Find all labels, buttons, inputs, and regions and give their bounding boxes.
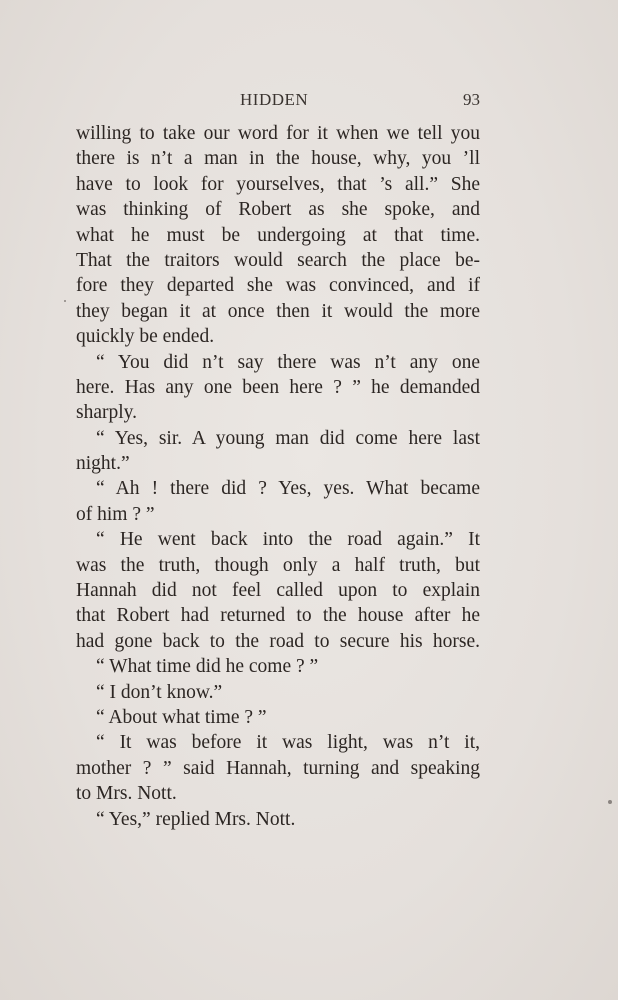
text-line: Hannah did not feel called upon to explain bbox=[76, 580, 480, 602]
text-line: “ I don’t know.” bbox=[96, 681, 223, 703]
text-line: sharply. bbox=[76, 402, 138, 424]
body-text bbox=[76, 121, 480, 832]
text-line: here. Has any one been here ? ” he demanded bbox=[76, 376, 480, 398]
paper-speck bbox=[64, 300, 66, 302]
text-line: quickly be ended. bbox=[76, 326, 215, 348]
text-line: was the truth, though only a half truth, but bbox=[76, 554, 480, 576]
running-title: HIDDEN bbox=[240, 90, 309, 109]
text-line: That the traitors would search the place be- bbox=[76, 249, 480, 271]
text-line: willing to take our word for it when we tell you bbox=[76, 123, 480, 144]
text-line: had gone back to the road to secure his horse. bbox=[76, 630, 480, 652]
text-line: what he must be undergoing at that time. bbox=[76, 224, 480, 246]
text-line: “ Yes, sir. A young man did come here last bbox=[96, 427, 480, 449]
text-line: to Mrs. Nott. bbox=[76, 783, 177, 805]
text-line: “ Yes,” replied Mrs. Nott. bbox=[96, 808, 296, 830]
text-line: “ Ah ! there did ? Yes, yes. What became bbox=[96, 478, 480, 500]
text-line: fore they departed she was convinced, and if bbox=[76, 275, 480, 297]
text-line: “ About what time ? ” bbox=[96, 706, 267, 728]
paper-speck bbox=[608, 800, 612, 804]
running-head bbox=[76, 90, 480, 112]
page-number: 93 bbox=[463, 90, 480, 109]
text-line: they began it at once then it would the more bbox=[76, 300, 480, 322]
text-line: “ You did n’t say there was n’t any one bbox=[96, 351, 480, 373]
text-line: that Robert had returned to the house after he bbox=[76, 605, 480, 627]
text-line: “ It was before it was light, was n’t it, bbox=[96, 732, 480, 754]
text-line: night.” bbox=[76, 453, 130, 475]
text-line: “ What time did he come ? ” bbox=[96, 656, 319, 678]
text-line: mother ? ” said Hannah, turning and speaking bbox=[76, 757, 480, 779]
text-line: there is n’t a man in the house, why, you ’ll bbox=[76, 148, 480, 170]
text-line: was thinking of Robert as she spoke, and bbox=[76, 199, 480, 221]
text-line: of him ? ” bbox=[76, 503, 155, 525]
text-line: have to look for yourselves, that ’s all.” She bbox=[76, 173, 480, 195]
text-line: “ He went back into the road again.” It bbox=[96, 529, 480, 551]
